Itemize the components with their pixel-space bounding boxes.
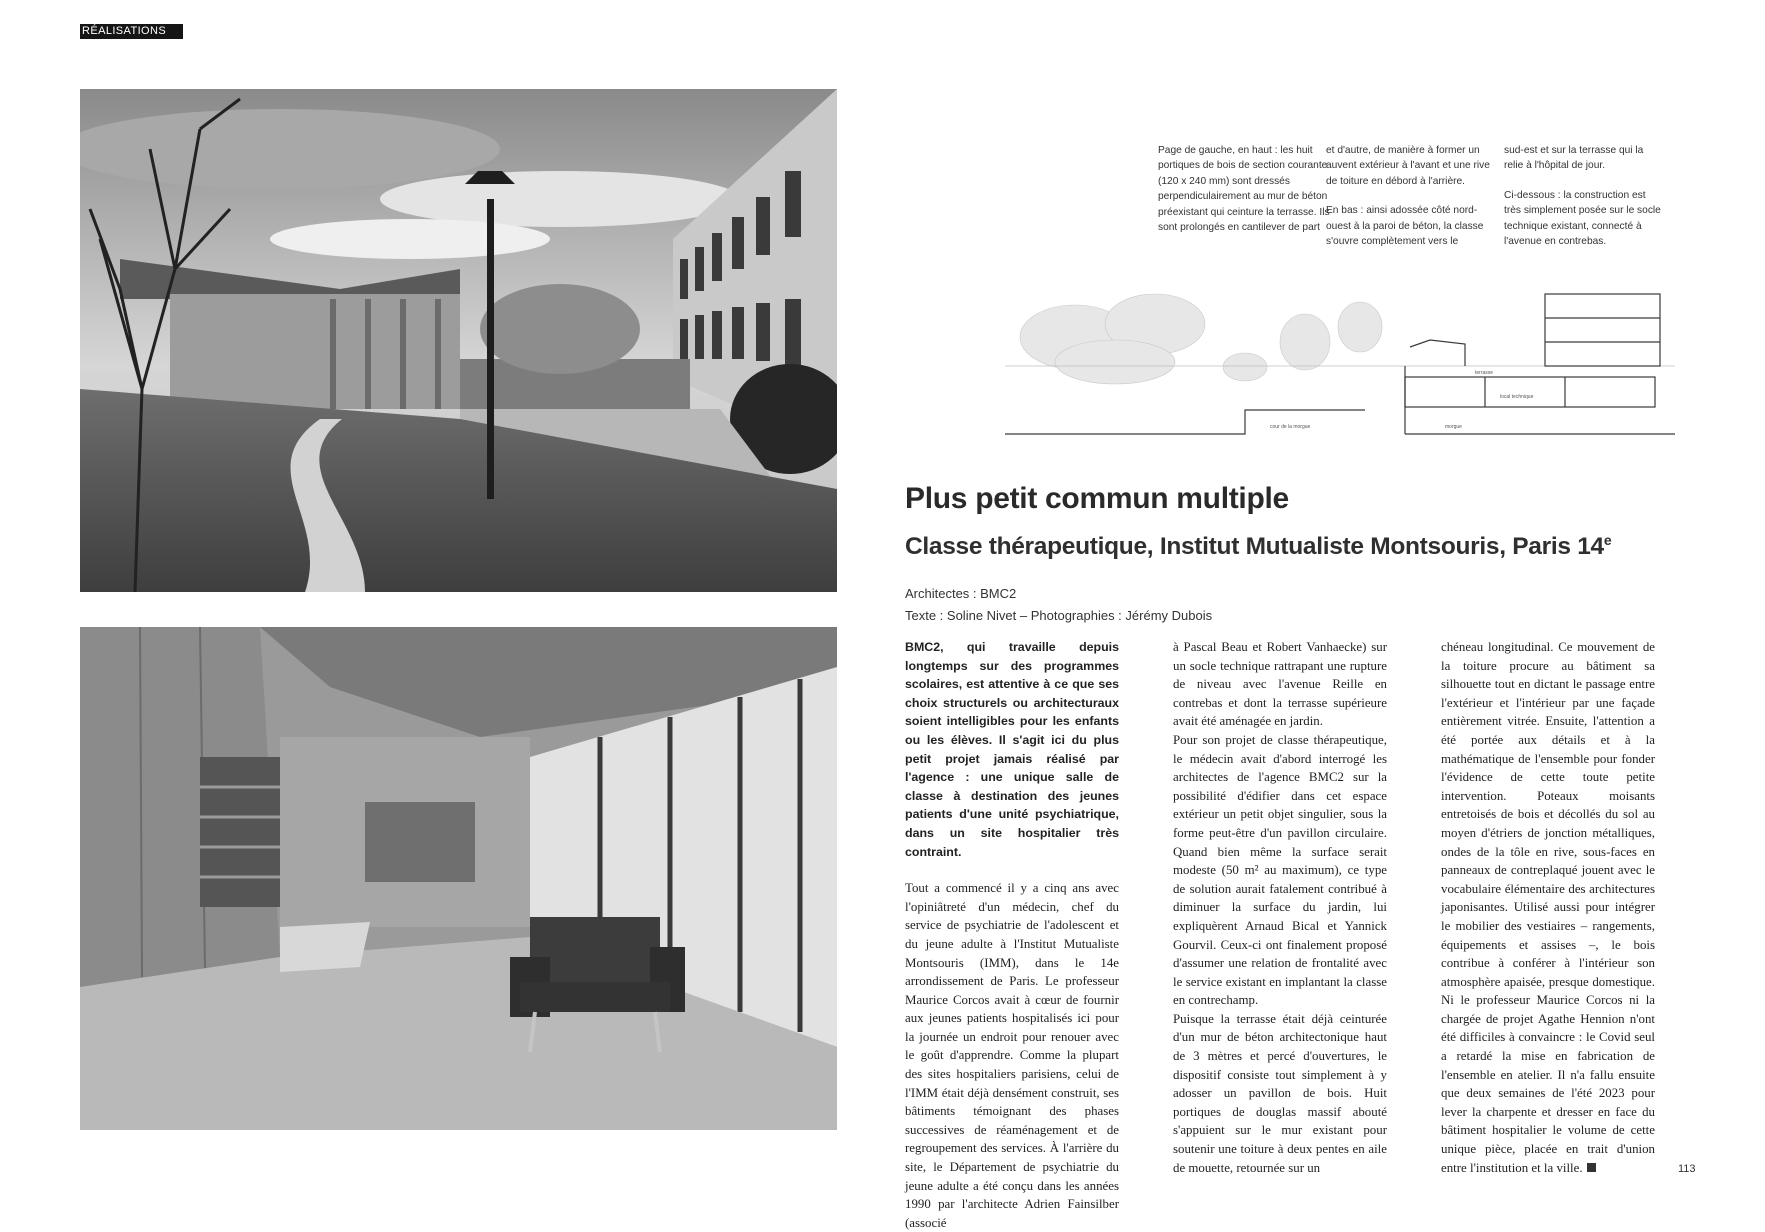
article-subtitle [905,524,1725,563]
section-drawing [1005,282,1675,440]
body-column-1 [905,638,1119,1232]
architects-credit: Architectes : BMC2 [905,586,1017,602]
courtyard-photo [80,89,837,592]
section-tag: RÉALISATIONS [80,24,183,39]
body-column-2 [1173,638,1387,1177]
caption-text: et d'autre, de manière à former un auvent extérieur à l'avant et une rive de toiture en débord à l'arrière. [1326,145,1490,187]
body-column-3 [1441,638,1655,1177]
caption-column-1 [1158,143,1333,249]
caption-text: Ci-dessous : la construction est très simplement posée sur le socle technique existant, connecté à l'avenue en contrebas. [1504,189,1661,248]
interior-photo [80,627,837,1130]
drawing-label-cour: cour de la morgue [1270,424,1311,430]
credits [905,583,1725,627]
body-paragraph [1441,638,1655,1177]
caption-text: En bas : ainsi adossée côté nord-ouest à la paroi de béton, la classe s'ouvre complètement vers le [1326,205,1484,248]
caption-column-2 [1326,143,1496,263]
body-paragraph: à Pascal Beau et Robert Vanhaecke) sur un socle technique rattrapant une rupture de niveau avec l'avenue Reille en contrebas et dont la terrasse supérieure avait été aménagée en jardin. [1173,640,1387,729]
body-paragraph: Puisque la terrasse était déjà ceinturée d'un mur de béton architectonique haut de 3 mètres et percé d'ouvertures, le dispositif consiste tout simplement à y adosser un pavillon de bois. Huit portiques de douglas massif abouté s'appuient sur le mur existant pour soutenir une toiture à deux pentes en aile de mouette, retournée sur un [1173,1011,1387,1175]
body-paragraph: Pour son projet de classe thérapeutique, le médecin avait d'abord interrogé les architectes de l'agence BMC2 sur la possibilité d'édifier dans cet espace extérieur un petit objet singulier, sous la forme peut-être d'un pavillon circulaire. Quand bien même la surface serait modeste (50 m² au maximum), ce type de solution aurait fatalement contribué à diminuer la surface du jardin, lui expliquèrent Arnaud Bical et Yannick Gourvil. Ceux-ci ont finalement proposé d'assumer une relation de frontalité avec le service existant en implantant la classe en contrechamp. [1173,732,1387,1008]
text-photo-credit: Texte : Soline Nivet – Photographies : Jérémy Dubois [905,608,1213,624]
subtitle-text: Classe thérapeutique, Institut Mutualiste Montsouris, Paris 14 [905,533,1604,561]
body-paragraph: Tout a commencé il y a cinq ans avec l'opiniâtreté d'un médecin, chef du service de psychiatrie de l'adolescent et du jeune adulte à l'Institut Mutualiste Montsouris (IMM), dans le 14e arrondissement de Paris. Le professeur Maurice Corcos avait à cœur de fournir aux jeunes patients hospitalisés ici pour la journée un endroit pour renouer avec le goût d'apprendre. Comme la plupart des sites hospitaliers parisiens, celui de l'IMM était déjà densément construit, ses bâtiments témoignant des phases successives de réaménagement et de regroupement des services. À l'arrière du site, le Département de psychiatrie du jeune adulte a été conçu dans les années 1990 par l'architecte Adrien Fainsilber (associé [905,881,1119,1230]
subtitle-superscript: e [1603,532,1612,548]
caption-column-3 [1504,143,1664,263]
caption-text: Page de gauche, en haut : les huit portiques de bois de section courante (120 x 240 mm) sont dressés perpendiculairement au mur de béton préexistant qui ceinture la terrasse. Ils sont prolongés en cantilever de part [1158,145,1330,234]
drawing-label-local: local technique [1500,394,1534,400]
caption-text: sud-est et sur la terrasse qui la relie à l'hôpital de jour. [1504,145,1644,172]
lead-paragraph: BMC2, qui travaille depuis longtemps sur des programmes scolaires, est attentive à ce que ses choix structurels ou architecturaux soient intelligibles pour les enfants ou les élèves. Il s'agit ici du plus petit projet jamais réalisé par l'agence : une unique salle de classe à destination des jeunes patients d'une unité psychiatrique, dans un site hospitalier très contraint. [905,640,1119,859]
article-header [905,480,1725,627]
drawing-label-terrasse: terrasse [1475,370,1494,376]
article-title: Plus petit commun multiple [905,482,1289,515]
page-number: 113 [1678,1163,1696,1175]
drawing-label-morgue: morgue [1445,424,1462,430]
body-paragraph-text: chéneau longitudinal. Ce mouvement de la toiture procure au bâtiment sa silhouette tout en dictant le passage entre l'extérieur et l'intérieur par une façade entièrement vitrée. Ensuite, l'attention a été portée aux détails et à la mathématique de l'ensemble pour fonder l'évidence de cette toute petite intervention. Poteaux moisants entretoisés de bois et décollés du sol au moyen d'étriers de jonction métalliques, ondes de la tôle en rive, sous-faces en panneaux de contreplaqué jouent avec le vocabulaire élémentaire des architectures japonisantes. Utilisé aussi pour intégrer le mobilier des vestiaires – rangements, équipements et assises –, le bois contribue à conférer à l'intérieur son atmosphère apaisée, presque domestique. Ni le professeur Maurice Corcos ni la chargée de projet Agathe Hennion n'ont été difficiles à convaincre : le Covid seul a retardé la mise en fabrication de l'ensemble en atelier. Il n'a fallu ensuite que deux semaines de l'été 2023 pour lever la charpente et dresser en face du bâtiment hospitalier le volume de cette unique pièce, placée en trait d'union entre l'institution et la ville. [1441,640,1655,1175]
end-mark [1587,1163,1596,1172]
